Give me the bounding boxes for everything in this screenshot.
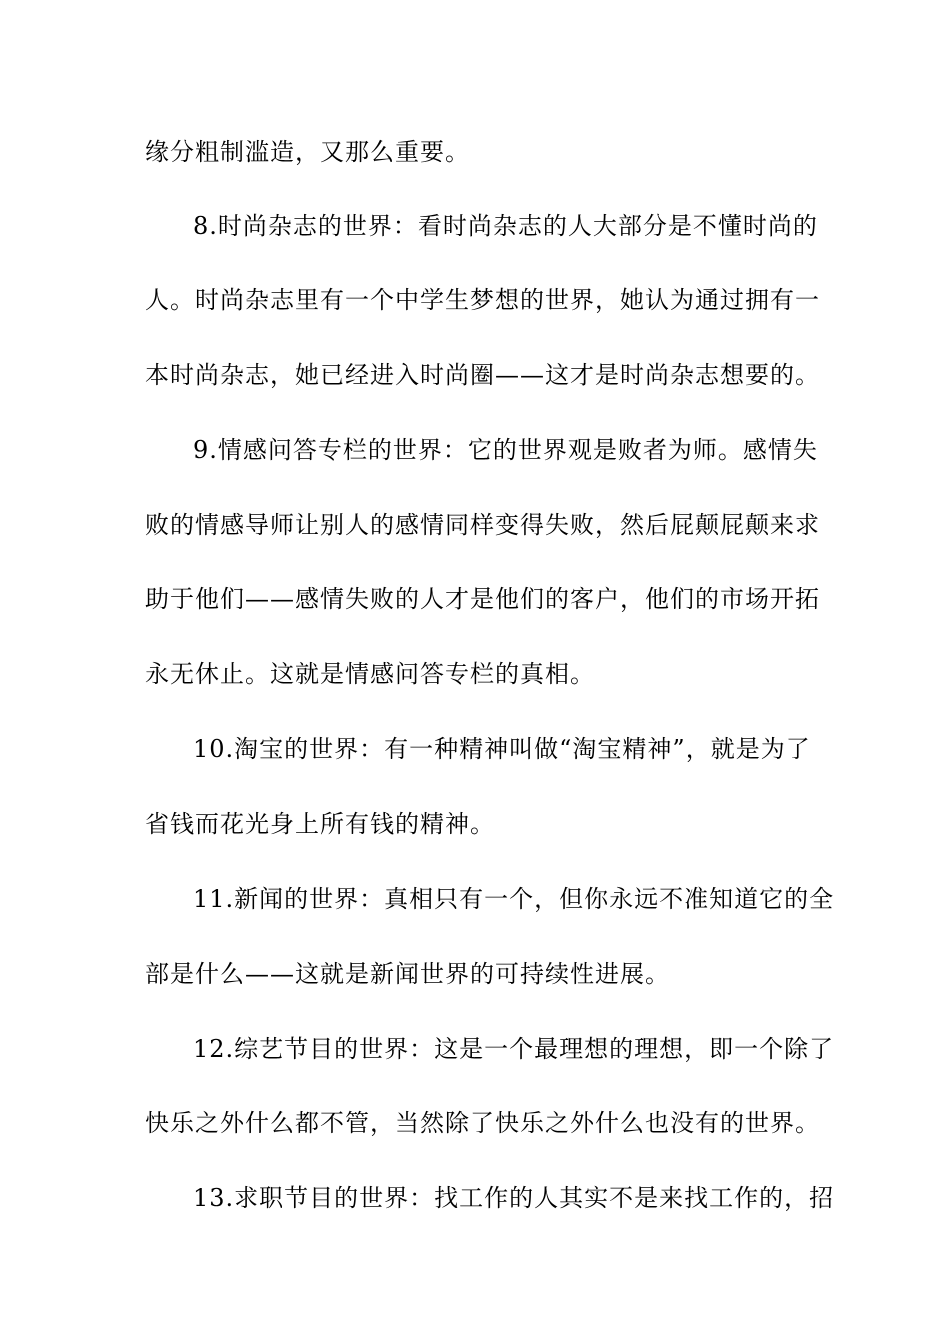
paragraph-line: 13.求职节目的世界：找工作的人其实不是来找工作的，招 bbox=[193, 1184, 835, 1212]
paragraph-line: 本时尚杂志，她已经进入时尚圈——这才是时尚杂志想要的。 bbox=[145, 361, 820, 389]
paragraph-line: 11.新闻的世界：真相只有一个，但你永远不准知道它的全 bbox=[193, 885, 835, 913]
paragraph-line: 8.时尚杂志的世界：看时尚杂志的人大部分是不懂时尚的 bbox=[193, 212, 818, 240]
paragraph-line: 12.综艺节目的世界：这是一个最理想的理想，即一个除了 bbox=[193, 1035, 835, 1063]
paragraph-line: 人。时尚杂志里有一个中学生梦想的世界，她认为通过拥有一 bbox=[145, 286, 820, 314]
paragraph-line: 部是什么——这就是新闻世界的可持续性进展。 bbox=[145, 960, 670, 988]
paragraph-line: 9.情感问答专栏的世界：它的世界观是败者为师。感情失 bbox=[193, 436, 818, 464]
paragraph-line: 永无休止。这就是情感问答专栏的真相。 bbox=[145, 660, 595, 688]
paragraph-line: 助于他们——感情失败的人才是他们的客户，他们的市场开拓 bbox=[145, 585, 820, 613]
paragraph-line: 省钱而花光身上所有钱的精神。 bbox=[145, 810, 495, 838]
paragraph-line: 缘分粗制滥造，又那么重要。 bbox=[145, 138, 470, 166]
paragraph-line: 10.淘宝的世界：有一种精神叫做“淘宝精神”，就是为了 bbox=[193, 735, 811, 763]
paragraph-line: 败的情感导师让别人的感情同样变得失败，然后屁颠屁颠来求 bbox=[145, 511, 820, 539]
paragraph-line: 快乐之外什么都不管，当然除了快乐之外什么也没有的世界。 bbox=[145, 1109, 820, 1137]
